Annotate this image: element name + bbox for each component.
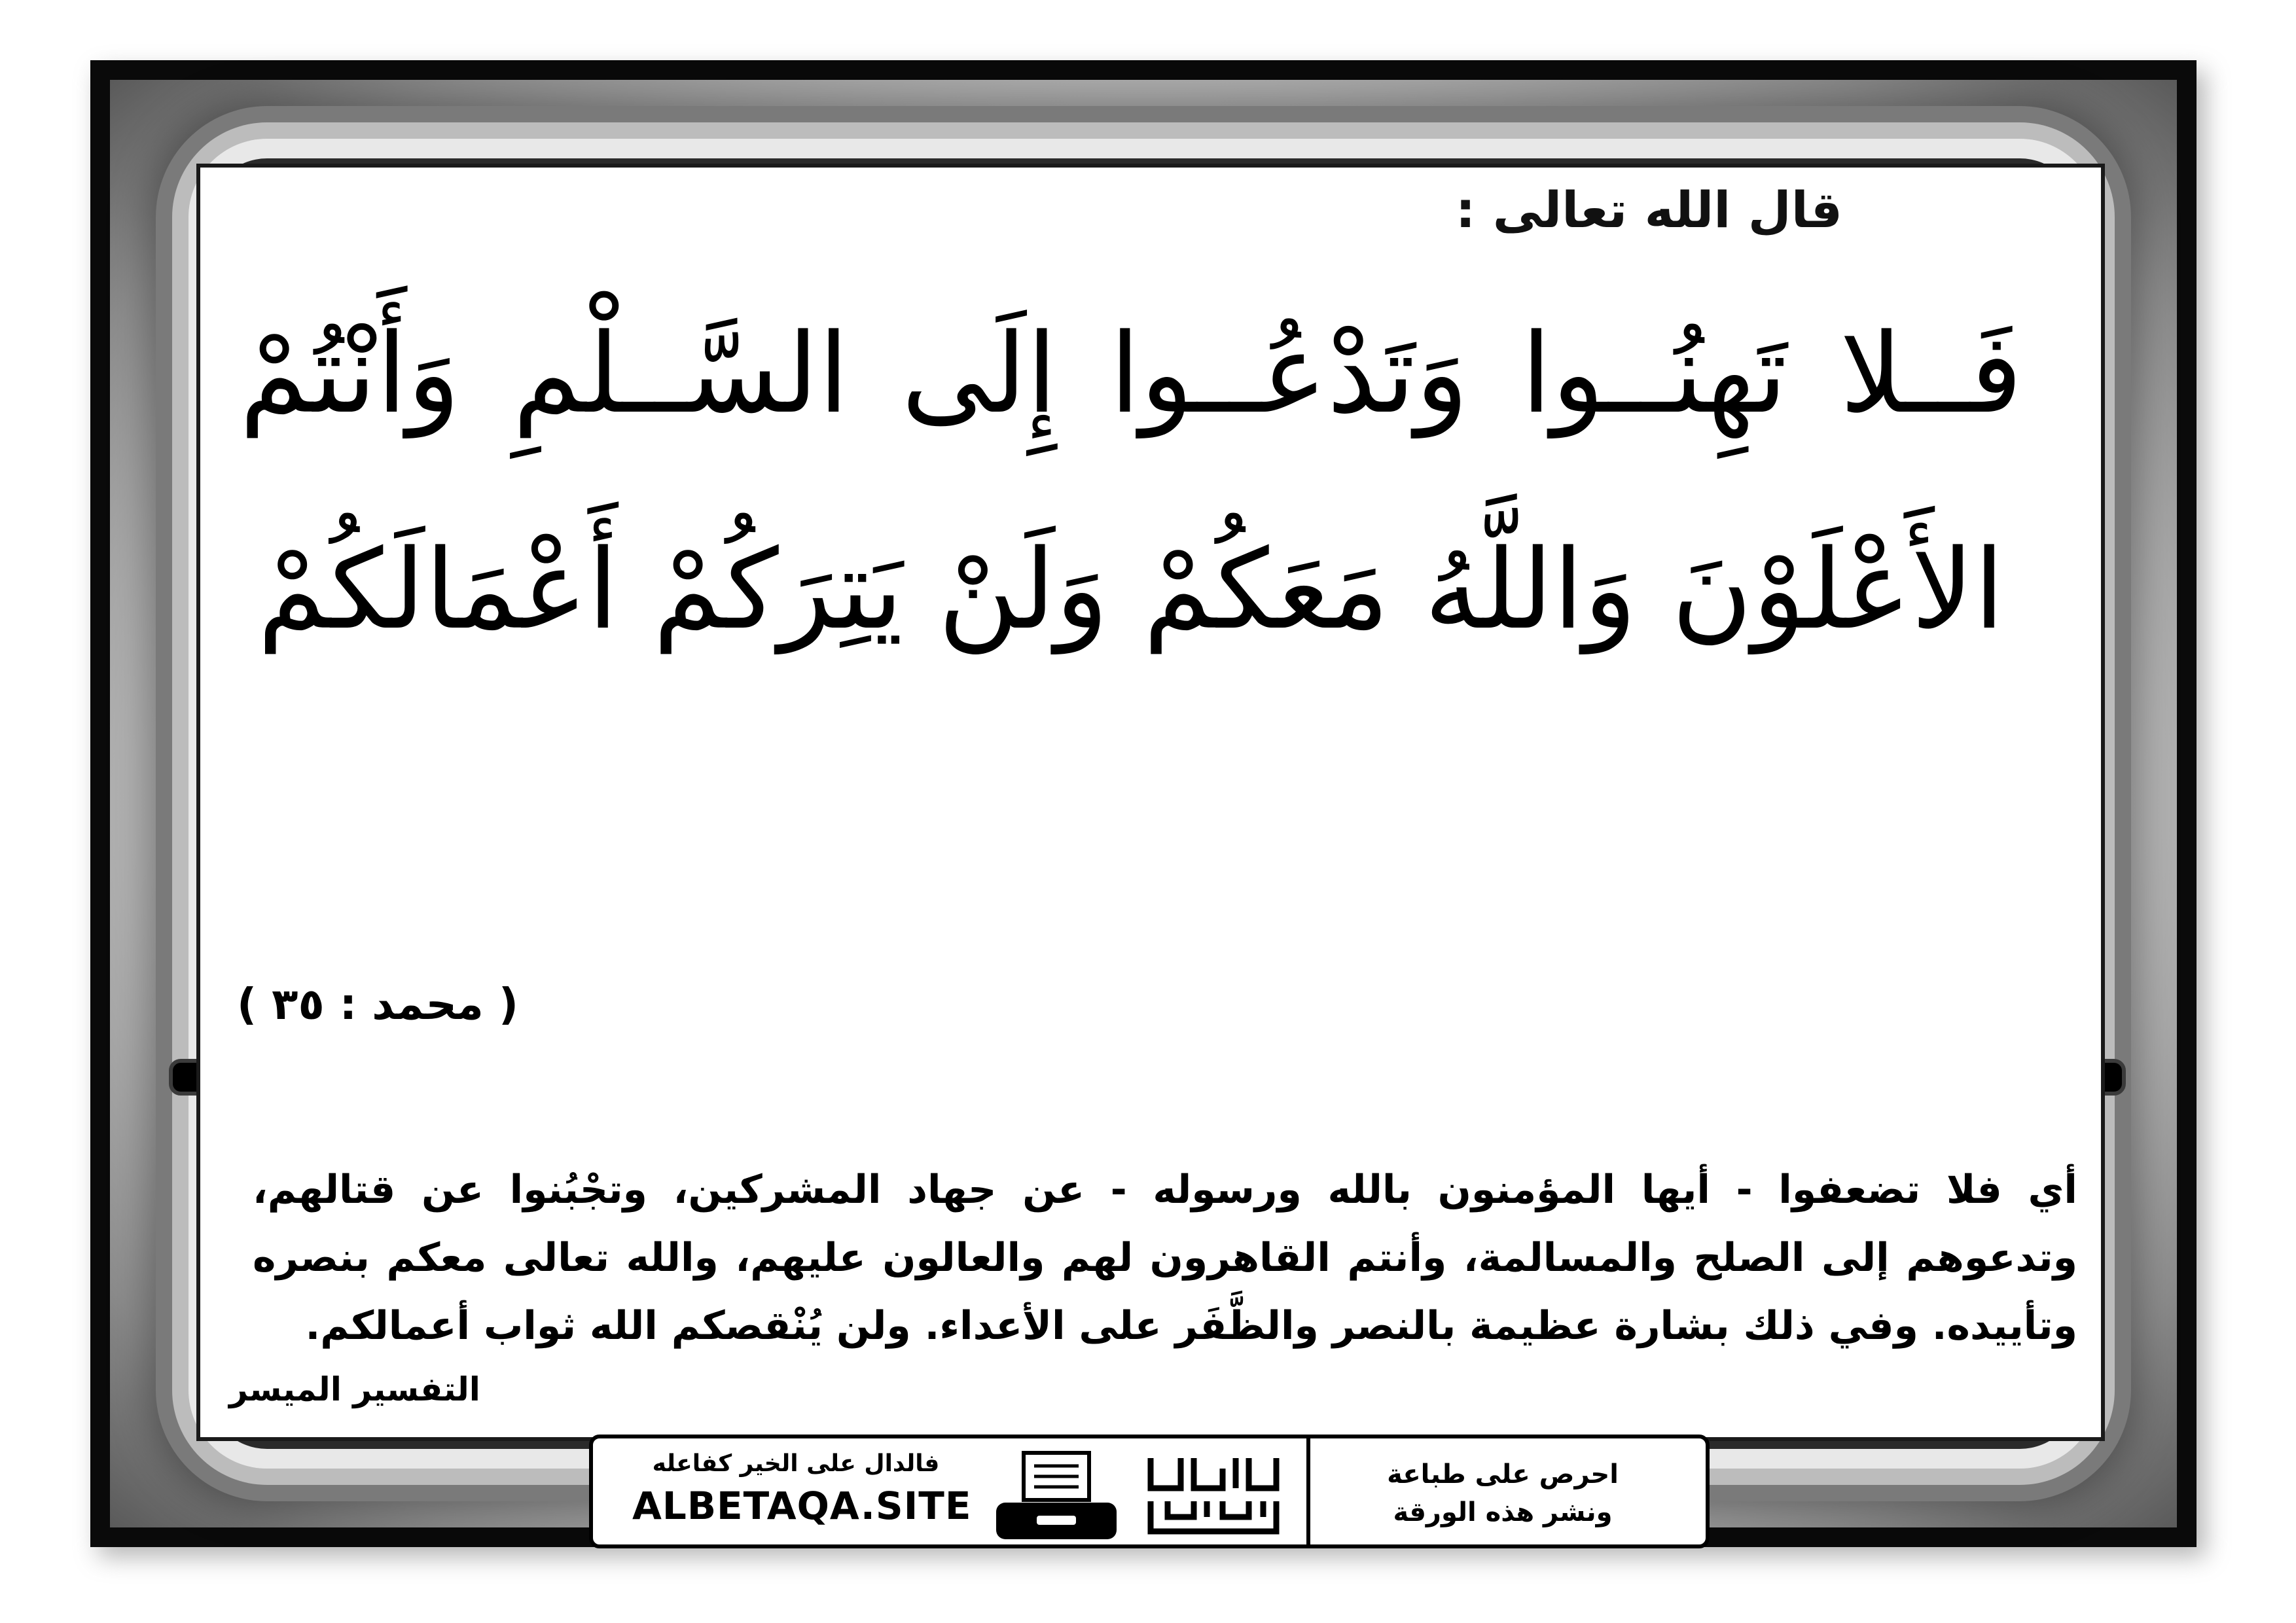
footer-website-block xyxy=(632,1450,972,1528)
verse-heading: قال الله تعالى : xyxy=(1455,181,1842,239)
footer-strip xyxy=(589,1435,1710,1548)
verse-reference: ( محمد : ٣٥ ) xyxy=(237,979,519,1029)
tafsir-text: أي فلا تضعفوا - أيها المؤمنون بالله ورسوله - عن جهاد المشركين، وتجْبُنوا عن قتالهم، وتدعوهم إلى الصلح والمسالمة، وأنتم القاهرون لهم والعالون عليهم، والله تعالى معكم بنصره وتأييده. وفي ذلك بشارة عظيمة بالنصر والظَّفَر على الأعداء. ولن يُنْقصكم الله ثواب أعمالكم. xyxy=(253,1167,2077,1349)
footer-slogan: فالدال على الخير كفاعله xyxy=(652,1450,940,1477)
printer-icon xyxy=(991,1450,1122,1542)
kufic-logo-icon xyxy=(1141,1449,1285,1541)
quran-verse: فَــلا تَهِنُــوا وَتَدْعُــوا إِلَى السَّــلْمِ وَأَنْتُمْ الأَعْلَوْنَ وَاللَّهُ مَعَكُمْ وَلَنْ يَتِرَكُمْ أَعْمَالَكُمْ xyxy=(240,310,2022,654)
tafsir-source: التفسير الميسر xyxy=(229,1370,480,1408)
footer-note-block xyxy=(1319,1455,1686,1531)
footer-note-line2: ونشر هذه الورقة xyxy=(1393,1497,1613,1527)
footer-website[interactable]: ALBETAQA.SITE xyxy=(632,1484,972,1528)
footer-note-line1: احرص على طباعة xyxy=(1387,1459,1619,1489)
footer-separator xyxy=(1306,1438,1310,1544)
content-panel xyxy=(196,164,2105,1441)
